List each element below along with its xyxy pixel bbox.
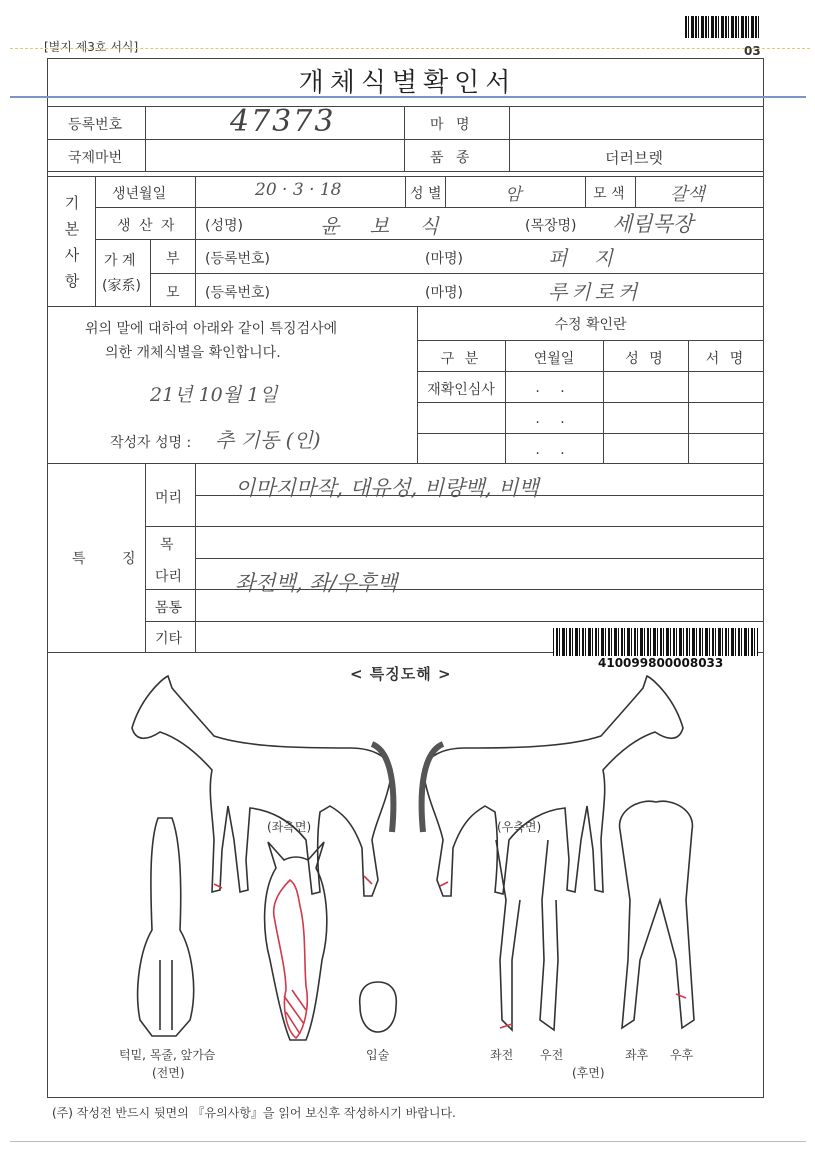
dam-label: 모 [166,285,180,301]
head-feature-value: 이마지마작, 대유성, 비량백, 비백 [235,476,539,500]
birth-label: 생년월일 [112,186,167,202]
sex-label: 성 별 [410,186,442,202]
dam-name-sub: (마명) [425,285,463,301]
sire-regno-sub: (등록번호) [205,251,271,267]
rev-header-name: 성 명 [625,351,666,367]
left-side-label: (좌측면) [267,820,312,834]
writer-value: 추 기동 (인) [215,428,321,452]
diagram-title: < 특징도해 > [350,665,452,683]
leg-caption-rf: 우전 [540,1048,564,1062]
page-title: 개체식별확인서 [298,68,517,98]
producer-label: 생 산 자 [117,218,177,234]
horse-name-label: 마 명 [430,117,474,133]
sire-name-sub: (마명) [425,251,463,267]
reg-value: 47373 [230,104,336,139]
rev-date-3: . . [535,442,573,458]
sire-value: 퍼 지 [548,246,623,270]
form-tag: [별지 제3호 서식] [44,40,139,54]
leg-caption-rh: 우후 [670,1048,694,1062]
leg-caption-lf: 좌전 [490,1048,514,1062]
barcode-number: 410099800008033 [598,656,724,670]
breed-value: 더러브렛 [605,149,663,167]
front-view-label: (전면) [152,1066,185,1080]
coat-value: 갈색 [670,184,705,205]
reg-label: 등록번호 [68,117,123,133]
feature-label-neck: 목 [160,537,174,553]
leg-caption-lh: 좌후 [625,1048,649,1062]
lips-caption: 입술 [366,1048,390,1062]
feature-label-other: 기타 [155,631,183,647]
writer-label: 작성자 성명 : [110,435,192,451]
rear-view-label: (후면) [572,1066,605,1080]
farm-sub: (목장명) [525,218,577,234]
front-caption: 턱밑, 목줄, 앞가슴 [119,1048,216,1062]
family-label: 가 계 [104,253,136,269]
rev-header-type: 구 분 [440,351,482,367]
rev-row-label: 재확인심사 [427,382,495,398]
intl-label: 국제마번 [68,150,123,166]
producer-value: 윤 보 식 [320,214,451,238]
rev-header-date: 연월일 [533,351,575,367]
rev-date-1: . . [535,380,573,396]
confirm-text-2: 의한 개체식별을 확인합니다. [105,345,281,361]
dam-value: 루키로커 [548,280,642,304]
confirm-text-1: 위의 말에 대하여 아래와 같이 특징검사에 [85,321,338,337]
rev-header-sign: 서 명 [705,351,747,367]
features-label: 특 징 [72,551,152,567]
breed-label: 품 종 [430,150,474,166]
birth-value: 20 · 3 · 18 [255,180,342,200]
coat-label: 모 색 [593,186,625,202]
producer-name-sub: (성명) [205,218,243,234]
sire-label: 부 [166,251,180,267]
date-value: 21년 10월 1일 [150,384,278,406]
sex-value: 암 [505,185,522,205]
footer-note: (주) 작성전 반드시 뒷면의 『유의사항』을 읽어 보신후 작성하시기 바랍니다. [52,1106,456,1120]
basic-section-label: 기본사항 [64,194,80,290]
page-number: 03 [744,44,761,58]
feature-label-head: 머리 [155,490,183,506]
bottom-rule [10,1141,806,1142]
leg-feature-value: 좌전백, 좌/우후백 [235,571,398,595]
right-side-label: (우측면) [497,820,542,834]
feature-label-body: 몸통 [155,600,183,616]
rev-date-2: . . [535,411,573,427]
farm-value: 세림목장 [612,212,694,236]
dam-regno-sub: (등록번호) [205,285,271,301]
revision-title: 수정 확인란 [554,317,627,333]
feature-label-legs: 다리 [155,569,183,585]
family-label-hanja: (家系) [102,278,141,294]
